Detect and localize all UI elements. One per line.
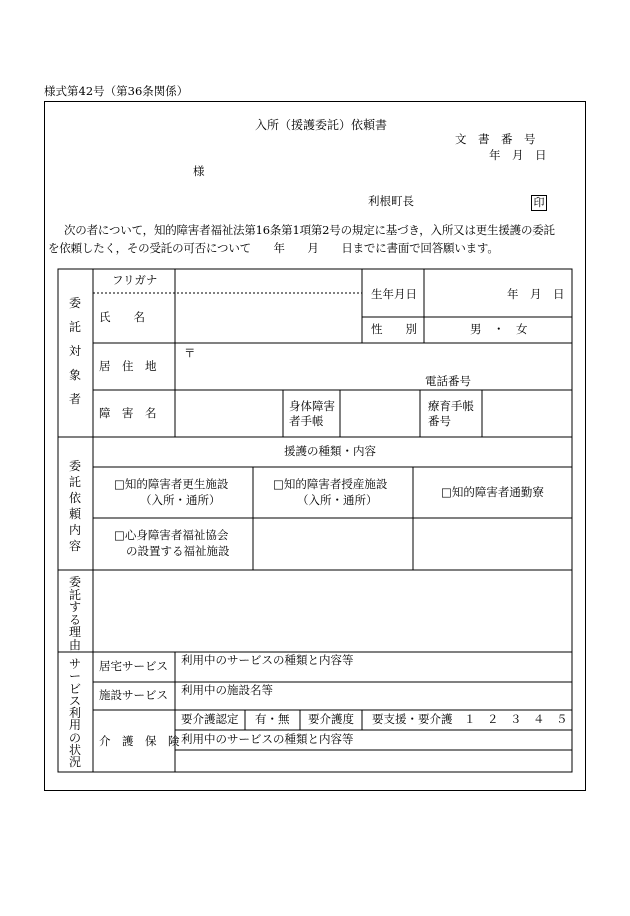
care-insurance-label: 介 護 保 険 [99,734,180,748]
request-text-line1: 次の者について，知的障害者福祉法第16条第1項第2号の規定に基づき，入所又は更生援護の委託 [64,223,555,237]
seal-mark: 印 [531,195,547,211]
care-certification-value: 有・無 [255,712,290,726]
physical-handbook-label-1: 身体障害 [289,399,335,413]
sex-label: 性 別 [371,322,417,336]
option-commuter-dorm: □知的障害者通勤寮 [441,485,544,499]
postal-mark: 〒 [184,346,196,360]
home-service-value: 利用中のサービスの種類と内容等 [181,653,354,667]
care-level-label: 要介護度 [308,712,354,726]
furigana-label: フリガナ [112,273,158,287]
option-welfare-assoc-sub: の設置する福祉施設 [126,544,230,558]
care-service-value: 利用中のサービスの種類と内容等 [181,732,354,746]
issue-date-label: 年 月 日 [489,148,547,162]
section-label-service: サ ー ビ ス 利 用 の 状 況 [68,657,81,770]
address-label: 居 住 地 [99,359,157,373]
birthdate-value: 年 月 日 [507,287,565,301]
ryoiku-handbook-label-1: 療育手帳 [428,399,474,413]
issuer-name: 利根町長 [368,194,414,208]
document-number-label: 文 書 番 号 [455,132,536,146]
name-label: 氏 名 [99,310,145,324]
option-rehab-facility-sub: （入所・通所） [140,493,221,507]
birthdate-label: 生年月日 [371,287,417,301]
option-work-facility: □知的障害者授産施設 [273,477,388,491]
addressee-suffix: 様 [193,164,205,178]
assistance-type-heading: 援護の種類・内容 [284,444,376,458]
physical-handbook-label-2: 者手帳 [289,414,324,428]
ryoiku-handbook-label-2: 番号 [428,414,451,428]
facility-service-value: 利用中の施設名等 [181,683,273,697]
form-number: 様式第42号（第36条関係） [44,84,189,98]
care-certification-label: 要介護認定 [181,712,239,726]
home-service-label: 居宅サービス [99,659,168,673]
care-level-value: 要支援・要介護 １ ２ ３ ４ ５ [372,712,568,726]
phone-label: 電話番号 [425,374,471,388]
section-label-reason: 委 託 す る 理 由 [68,575,81,652]
disability-name-label: 障 害 名 [99,406,157,420]
section-label-request: 委 託 依 頼 内 容 [68,459,81,553]
request-text-line2: を依頼したく，その受託の可否について 年 月 日までに書面で回答願います。 [48,241,499,255]
option-work-facility-sub: （入所・通所） [297,493,378,507]
option-rehab-facility: □知的障害者更生施設 [114,477,229,491]
option-welfare-assoc: □心身障害者福祉協会 [114,528,229,542]
section-label-subject: 委 託 対 象 者 [68,296,81,406]
document-title: 入所（援護委託）依頼書 [255,118,388,132]
sex-value: 男 ・ 女 [470,322,528,336]
facility-service-label: 施設サービス [99,688,168,702]
